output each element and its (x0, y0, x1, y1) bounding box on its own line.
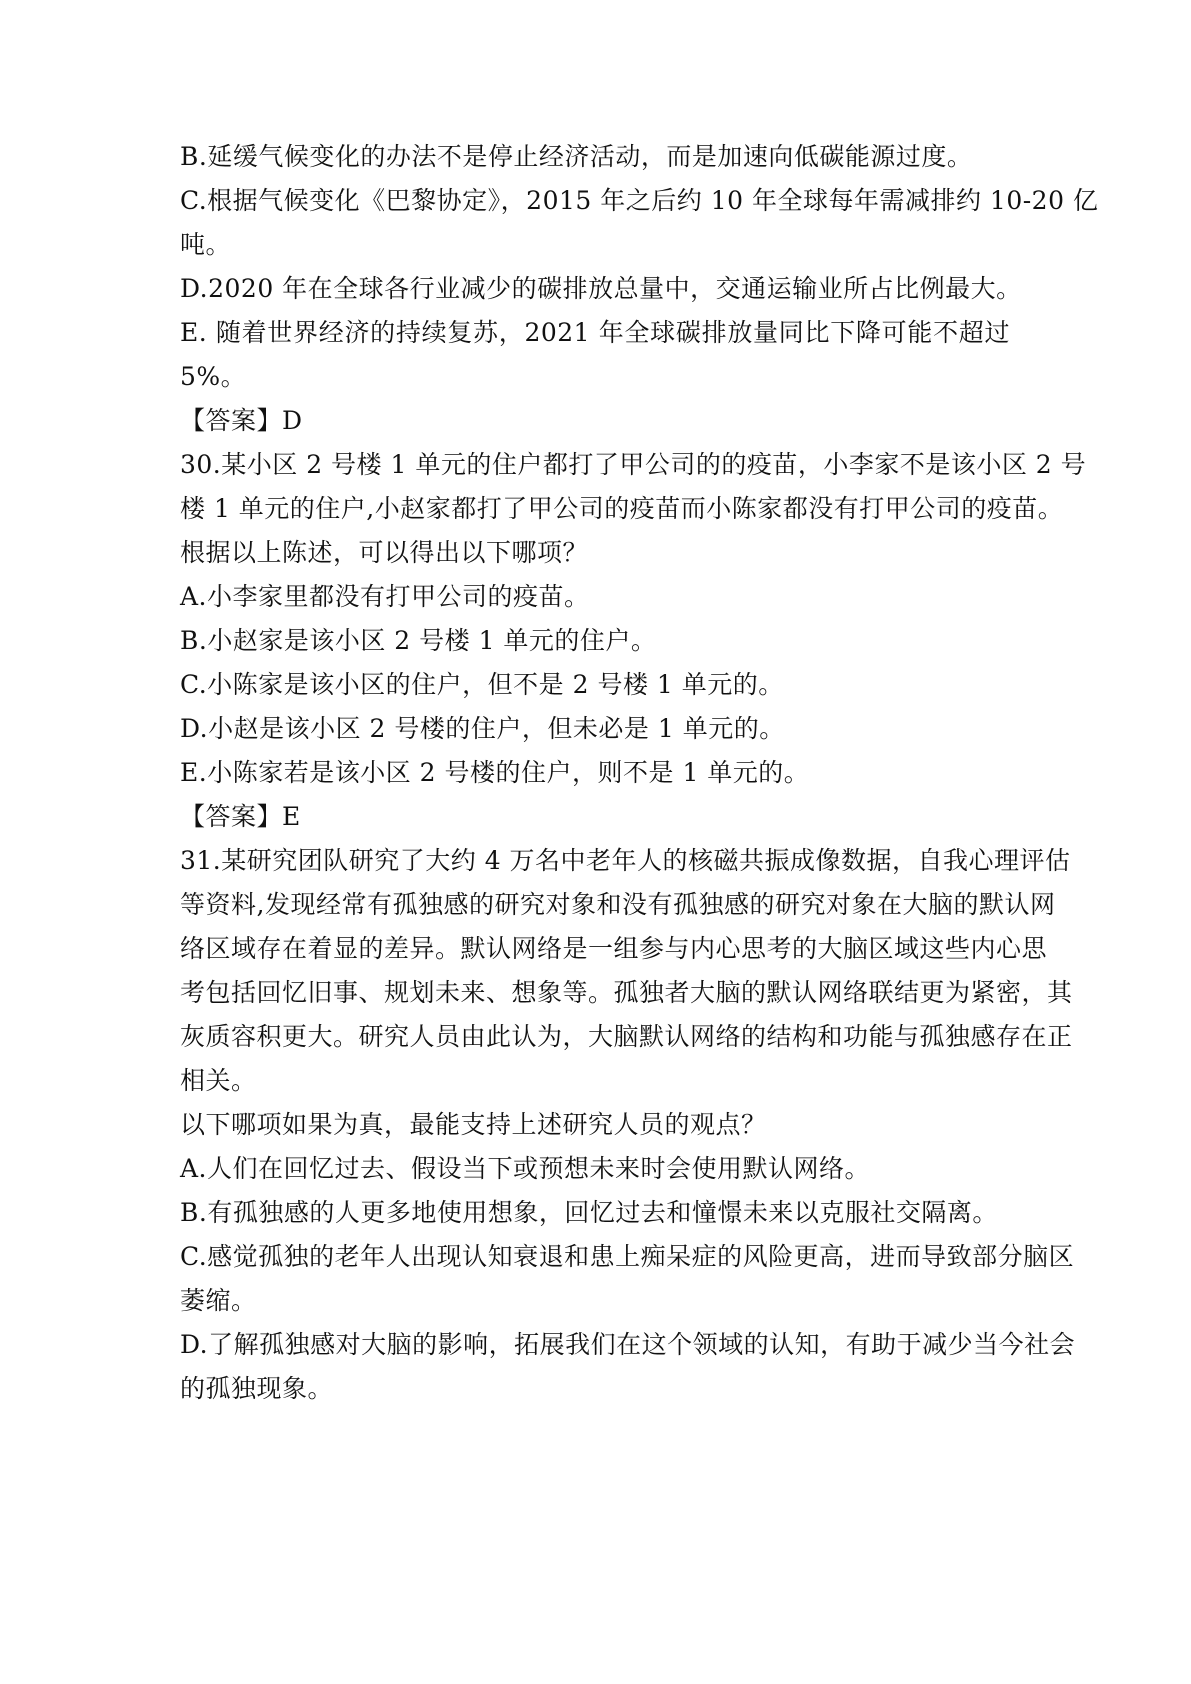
q30-option-d: D.小赵是该小区 2 号楼的住户，但未必是 1 单元的。 (180, 714, 785, 743)
question-31-line-2: 等资料,发现经常有孤独感的研究对象和没有孤独感的研究对象在大脑的默认网 (180, 890, 1056, 919)
question-31-line-1: 31.某研究团队研究了大约 4 万名中老年人的核磁共振成像数据，自我心理评估 (180, 846, 1071, 875)
option-c-line-1: C.根据气候变化《巴黎协定》，2015 年之后约 10 年全球每年需减排约 10-20 亿 (180, 186, 1099, 215)
answer-30: 【答案】E (180, 802, 301, 831)
q31-option-b: B.有孤独感的人更多地使用想象，回忆过去和憧憬未来以克服社交隔离。 (180, 1198, 998, 1227)
answer-29: 【答案】D (180, 406, 303, 435)
question-30-line-2: 楼 1 单元的住户,小赵家都打了甲公司的疫苗而小陈家都没有打甲公司的疫苗。 (180, 494, 1064, 523)
q31-option-d-line-1: D.了解孤独感对大脑的影响，拓展我们在这个领域的认知，有助于减少当今社会 (180, 1330, 1076, 1359)
question-30-line-3: 根据以上陈述，可以得出以下哪项？ (180, 538, 589, 567)
question-31-line-5: 灰质容积更大。研究人员由此认为，大脑默认网络的结构和功能与孤独感存在正 (180, 1022, 1073, 1051)
q30-option-b: B.小赵家是该小区 2 号楼 1 单元的住户。 (180, 626, 657, 655)
q31-option-a: A.人们在回忆过去、假设当下或预想未来时会使用默认网络。 (180, 1154, 871, 1183)
q31-option-d-line-2: 的孤独现象。 (180, 1374, 334, 1403)
question-30-line-1: 30.某小区 2 号楼 1 单元的住户都打了甲公司的的疫苗，小李家不是该小区 2 号 (180, 450, 1087, 479)
question-31-prompt: 以下哪项如果为真，最能支持上述研究人员的观点？ (180, 1110, 767, 1139)
option-c-line-2: 吨。 (180, 230, 232, 259)
q30-option-e: E.小陈家若是该小区 2 号楼的住户，则不是 1 单元的。 (180, 758, 810, 787)
option-b-line: B.延缓气候变化的办法不是停止经济活动，而是加速向低碳能源过度。 (180, 142, 973, 171)
q30-option-c: C.小陈家是该小区的住户，但不是 2 号楼 1 单元的。 (180, 670, 784, 699)
question-31-line-3: 络区域存在着显的差异。默认网络是一组参与内心思考的大脑区域这些内心思 (180, 934, 1048, 963)
question-31-line-4: 考包括回忆旧事、规划未来、想象等。孤独者大脑的默认网络联结更为紧密，其 (180, 978, 1073, 1007)
option-d-line: D.2020 年在全球各行业减少的碳排放总量中，交通运输业所占比例最大。 (180, 274, 1022, 303)
q31-option-c-line-1: C.感觉孤独的老年人出现认知衰退和患上痴呆症的风险更高，进而导致部分脑区 (180, 1242, 1075, 1271)
option-e-line-2: 5%。 (180, 362, 247, 391)
option-e-line-1: E. 随着世界经济的持续复苏，2021 年全球碳排放量同比下降可能不超过 (180, 318, 1010, 347)
question-31-line-6: 相关。 (180, 1066, 257, 1095)
q30-option-a: A.小李家里都没有打甲公司的疫苗。 (180, 582, 590, 611)
q31-option-c-line-2: 萎缩。 (180, 1286, 257, 1315)
